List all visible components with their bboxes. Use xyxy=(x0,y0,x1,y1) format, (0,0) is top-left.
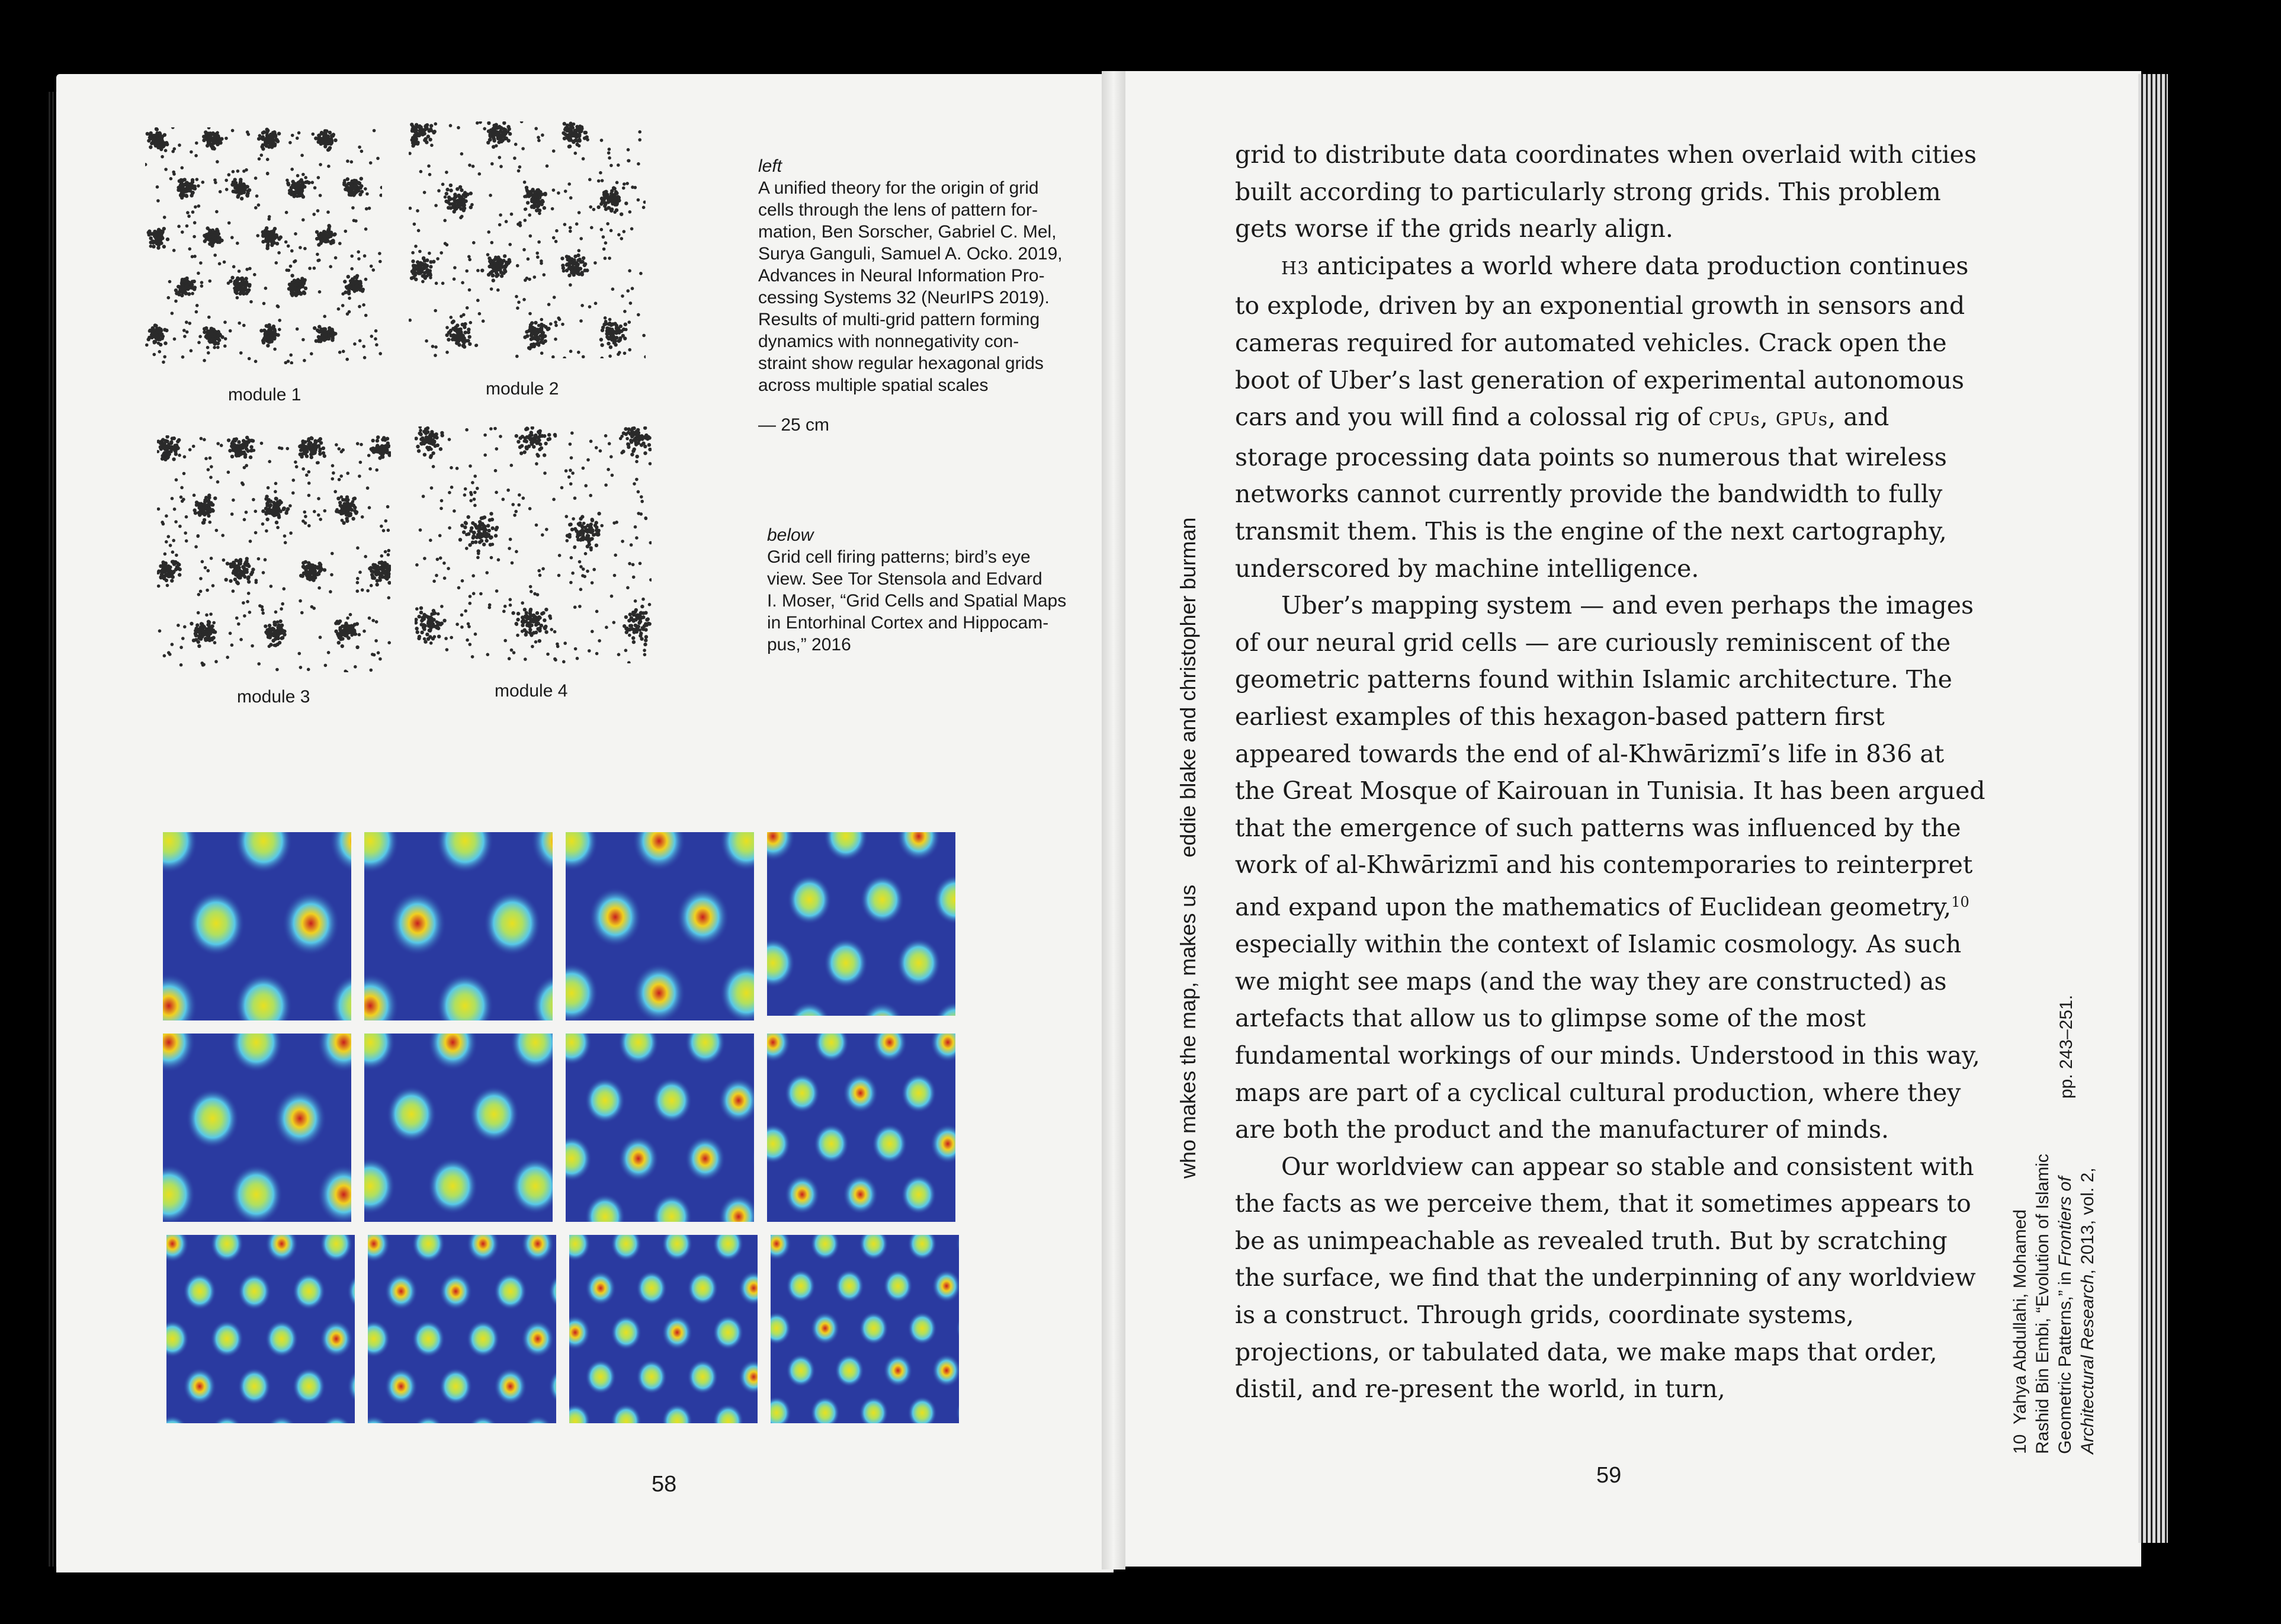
page-number-right: 59 xyxy=(1596,1463,1622,1488)
footnote-line xyxy=(2009,1154,2032,1454)
paragraph xyxy=(1235,248,1987,587)
caption-left xyxy=(758,155,1090,436)
heatmap-panel xyxy=(755,1022,980,1265)
running-title-authors: eddie blake and christopher burman xyxy=(1176,517,1200,858)
module-label-4: module 4 xyxy=(495,681,568,701)
footnote-number: 10 xyxy=(2010,1434,2030,1454)
footnote-line: Rashid Bin Embi, “Evolution of Islamic xyxy=(2033,1154,2052,1454)
paragraph-text: especially within the context of Islamic cosmology. As such we might see maps (and the way they are constructed) as artefacts that allow us to glimpse some of the most fundamental workings of our minds. Understood in this way, maps are part of a cyclical cultural production, where they are both the product and the manufacturer of minds. xyxy=(1235,930,1980,1144)
module-label-2: module 2 xyxy=(486,379,559,399)
caption-left-line: dynamics with nonnegativity con- xyxy=(758,332,1019,351)
scale-bar-label: — 25 cm xyxy=(758,415,830,435)
footnote-text: Yahya Abdullahi, Mohamed xyxy=(2010,1209,2030,1424)
right-page-edges xyxy=(2138,74,2168,1543)
heatmap-panel xyxy=(163,832,387,1038)
grid-pattern-module-4 xyxy=(415,426,652,663)
book-gutter xyxy=(1102,71,1125,1570)
grid-cell-firing-heatmaps xyxy=(163,832,980,1451)
footnote-text: Geometric Patterns,” in xyxy=(2055,1266,2075,1454)
h3-small-caps: H3 xyxy=(1281,258,1310,279)
caption-left-line: mation, Ben Sorscher, Gabriel C. Mel, xyxy=(758,222,1057,242)
caption-below-line: pus,” 2016 xyxy=(767,635,851,654)
paragraph: Our worldview can appear so stable and consistent with the facts as we perceive them, that it sometimes appears to be as unimpeachable as revealed truth. But by scratching the surface, we find that the underpinning of any worldview is a construct. Through grids, coordinate systems, projections, or tabulated data, we make maps that order, distil, and re-present the world, in turn, xyxy=(1235,1152,1976,1404)
caption-left-line: Results of multi-grid pattern forming xyxy=(758,310,1040,329)
caption-below-line: in Entorhinal Cortex and Hippocam- xyxy=(767,613,1049,633)
caption-left-line: Surya Ganguli, Samuel A. Ocko. 2019, xyxy=(758,244,1063,264)
page-number-left: 58 xyxy=(652,1472,677,1497)
caption-below-line: I. Moser, “Grid Cells and Spatial Maps xyxy=(767,591,1067,611)
gpus-small-caps: GPUs xyxy=(1775,409,1828,431)
heatmap-panel xyxy=(560,1227,794,1439)
caption-below-label: below xyxy=(767,525,814,545)
caption-left-label: left xyxy=(758,156,782,176)
paragraph xyxy=(1235,587,1987,1148)
cpus-small-caps: CPUs xyxy=(1708,409,1760,431)
footnote-line xyxy=(2054,1154,2077,1454)
caption-left-line: Advances in Neural Information Pro- xyxy=(758,266,1045,285)
caption-left-line: cells through the lens of pattern for- xyxy=(758,200,1038,220)
grid-pattern-module-1 xyxy=(145,127,382,364)
module-label-1: module 1 xyxy=(228,385,301,405)
caption-left-line: cessing Systems 32 (NeurIPS 2019). xyxy=(758,288,1050,307)
caption-left-line: across multiple spatial scales xyxy=(758,375,989,395)
paragraph-text: Uber’s mapping system — and even perhaps the images of our neural grid cells — are curiously reminiscent of the geometric patterns found within Islamic architecture. The earliest examples of this hexagon-based pattern first appeared towards the end of al-Khwārizmī’s life in 836 at the Great Mosque of Kairouan in Tunisia. It has been argued that the emergence of such patterns was influenced by the work of al-Khwārizmī and his contemporaries to reinterpret and expand upon the mathematics of Euclidean geometry, xyxy=(1235,591,1985,922)
heatmap-panel xyxy=(342,832,589,1038)
caption-below-line: Grid cell firing patterns; bird’s eye xyxy=(767,547,1031,567)
paragraph-text: , xyxy=(1760,403,1776,432)
footnote xyxy=(2009,1154,2099,1454)
paragraph: grid to distribute data coordinates when overlaid with cities built according to particularly strong grids. This problem gets worse if the grids nearly align. xyxy=(1235,140,1977,243)
running-title xyxy=(1176,517,1201,1179)
footnote-line xyxy=(2077,1154,2099,1454)
grid-pattern-module-3 xyxy=(157,435,391,672)
running-title-book: who makes the map, makes us xyxy=(1176,884,1200,1179)
body-text xyxy=(1235,136,1987,1408)
heatmap-panel xyxy=(357,1225,582,1452)
heatmap-panel xyxy=(751,832,977,1051)
footnote-marker: 10 xyxy=(1951,893,1969,910)
heatmap-panel xyxy=(163,1225,380,1452)
footnote-pages: pp. 243–251. xyxy=(2057,994,2076,1099)
heatmap-panel xyxy=(551,1020,793,1240)
caption-below xyxy=(767,524,1099,656)
caption-left-line: A unified theory for the origin of grid xyxy=(758,178,1039,198)
heatmap-panel xyxy=(762,1227,980,1429)
footnote-italic: Architectural Research xyxy=(2078,1274,2097,1454)
caption-below-line: view. See Tor Stensola and Edvard xyxy=(767,569,1042,589)
paragraph-text: anticipates a world where data production continues to explode, driven by an exponential growth in sensors and cameras required for automated vehicles. Crack open the boot of Uber’s last generation of experimental autonomous cars and you will find a colossal rig of xyxy=(1235,251,1969,432)
paragraph-text: , and storage processing data points so numerous that wireless networks cannot currently provide the bandwidth to fully transmit them. This is the engine of the next cartography, underscored by machine intelligence. xyxy=(1235,403,1947,583)
footnote-text: , 2013, vol. 2, xyxy=(2078,1167,2097,1275)
caption-left-line: straint show regular hexagonal grids xyxy=(758,354,1044,373)
footnote-italic: Frontiers of xyxy=(2055,1176,2075,1267)
grid-pattern-module-2 xyxy=(409,121,646,358)
module-label-3: module 3 xyxy=(237,687,310,707)
